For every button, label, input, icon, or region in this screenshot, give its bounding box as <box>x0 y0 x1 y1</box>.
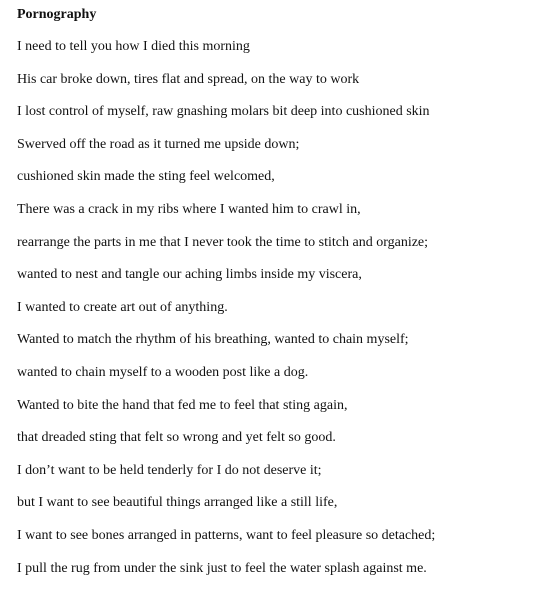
poem-line: I wanted to create art out of anything. <box>17 299 228 315</box>
poem-line: I want to see bones arranged in patterns, want to feel pleasure so detached; <box>17 527 436 543</box>
poem-line: There was a crack in my ribs where I wanted him to crawl in, <box>17 201 361 217</box>
poem-line: I lost control of myself, raw gnashing molars bit deep into cushioned skin <box>17 104 430 120</box>
poem-line: Swerved off the road as it turned me upside down; <box>17 136 300 152</box>
document-page <box>17 6 547 592</box>
poem-line: wanted to chain myself to a wooden post like a dog. <box>17 364 309 380</box>
poem-body <box>17 38 547 578</box>
poem-line: rearrange the parts in me that I never took the time to stitch and organize; <box>17 234 429 250</box>
poem-line: I need to tell you how I died this morning <box>17 39 250 54</box>
poem-line: Wanted to bite the hand that fed me to feel that sting again, <box>17 397 348 413</box>
poem-line: that dreaded sting that felt so wrong and yet felt so good. <box>17 430 336 446</box>
poem-title: Pornography <box>17 7 97 22</box>
poem-line: I pull the rug from under the sink just to feel the water splash against me. <box>17 560 427 576</box>
poem-line: but I want to see beautiful things arranged like a still life, <box>17 495 338 511</box>
poem-line: Wanted to match the rhythm of his breathing, wanted to chain myself; <box>17 332 409 348</box>
poem-line: His car broke down, tires flat and spread, on the way to work <box>17 71 360 87</box>
poem-line: wanted to nest and tangle our aching limbs inside my viscera, <box>17 267 362 283</box>
poem-line: I don’t want to be held tenderly for I do not deserve it; <box>17 462 322 478</box>
poem-line: cushioned skin made the sting feel welcomed, <box>17 169 275 185</box>
